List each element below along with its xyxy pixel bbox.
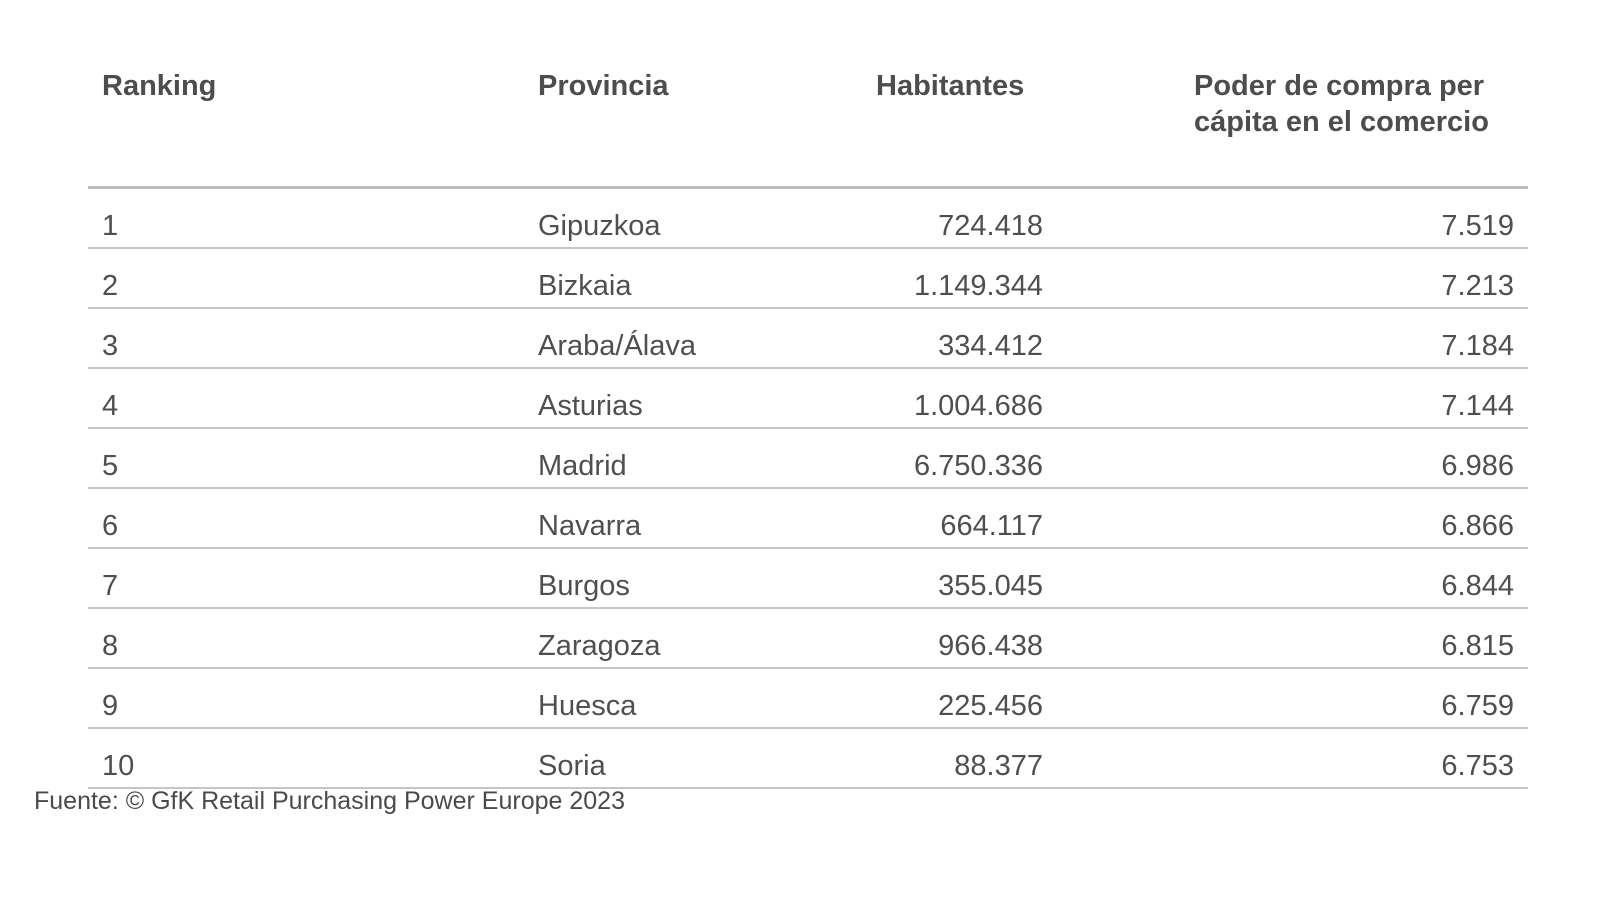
cell-poder: 6.986 bbox=[1441, 450, 1514, 482]
header-habitantes: Habitantes bbox=[876, 70, 1025, 102]
cell-provincia: Huesca bbox=[538, 690, 637, 722]
cell-provincia: Araba/Álava bbox=[538, 330, 696, 362]
cell-provincia: Burgos bbox=[538, 570, 630, 602]
cell-poder: 6.753 bbox=[1441, 750, 1514, 782]
cell-poder: 6.815 bbox=[1441, 630, 1514, 662]
table-row bbox=[88, 189, 1528, 249]
cell-habitantes: 355.045 bbox=[938, 570, 1043, 602]
source-note: Fuente: © GfK Retail Purchasing Power Europe 2023 bbox=[34, 787, 625, 815]
cell-poder: 7.213 bbox=[1441, 270, 1514, 302]
cell-provincia: Soria bbox=[538, 750, 606, 782]
cell-provincia: Madrid bbox=[538, 450, 627, 482]
table-body bbox=[88, 189, 1528, 789]
cell-habitantes: 88.377 bbox=[954, 750, 1043, 782]
ranking-table bbox=[88, 60, 1528, 789]
cell-ranking: 2 bbox=[102, 270, 119, 302]
cell-provincia: Bizkaia bbox=[538, 270, 632, 302]
cell-provincia: Asturias bbox=[538, 390, 643, 422]
cell-ranking: 6 bbox=[102, 510, 119, 542]
table-row bbox=[88, 729, 1528, 789]
cell-ranking: 1 bbox=[102, 210, 119, 242]
cell-ranking: 9 bbox=[102, 690, 119, 722]
table-header bbox=[88, 60, 1528, 189]
cell-habitantes: 664.117 bbox=[940, 510, 1043, 542]
cell-habitantes: 724.418 bbox=[938, 210, 1043, 242]
table-row bbox=[88, 429, 1528, 489]
cell-ranking: 10 bbox=[102, 750, 135, 782]
cell-habitantes: 225.456 bbox=[938, 690, 1043, 722]
cell-provincia: Navarra bbox=[538, 510, 642, 542]
table-row bbox=[88, 249, 1528, 309]
header-ranking: Ranking bbox=[102, 70, 217, 102]
cell-habitantes: 334.412 bbox=[938, 330, 1043, 362]
cell-poder: 6.866 bbox=[1441, 510, 1514, 542]
table-row bbox=[88, 489, 1528, 549]
cell-ranking: 5 bbox=[102, 450, 119, 482]
cell-habitantes: 6.750.336 bbox=[913, 450, 1043, 482]
cell-provincia: Zaragoza bbox=[538, 630, 661, 662]
cell-poder: 7.184 bbox=[1441, 330, 1514, 362]
table-row bbox=[88, 369, 1528, 429]
cell-poder: 6.759 bbox=[1441, 690, 1514, 722]
cell-poder: 7.144 bbox=[1441, 390, 1514, 422]
cell-provincia: Gipuzkoa bbox=[538, 210, 661, 242]
cell-habitantes: 1.149.344 bbox=[913, 270, 1043, 302]
table-row bbox=[88, 309, 1528, 369]
cell-poder: 7.519 bbox=[1441, 210, 1514, 242]
cell-poder: 6.844 bbox=[1441, 570, 1514, 602]
cell-habitantes: 1.004.686 bbox=[913, 390, 1043, 422]
table-row bbox=[88, 549, 1528, 609]
table-row bbox=[88, 609, 1528, 669]
table-row bbox=[88, 669, 1528, 729]
header-provincia: Provincia bbox=[538, 70, 669, 102]
cell-ranking: 4 bbox=[102, 390, 119, 422]
cell-ranking: 8 bbox=[102, 630, 119, 662]
cell-habitantes: 966.438 bbox=[938, 630, 1043, 662]
cell-ranking: 3 bbox=[102, 330, 119, 362]
cell-ranking: 7 bbox=[102, 570, 119, 602]
header-poder-de-compra: Poder de compra per cápita en el comercio bbox=[1194, 70, 1489, 138]
